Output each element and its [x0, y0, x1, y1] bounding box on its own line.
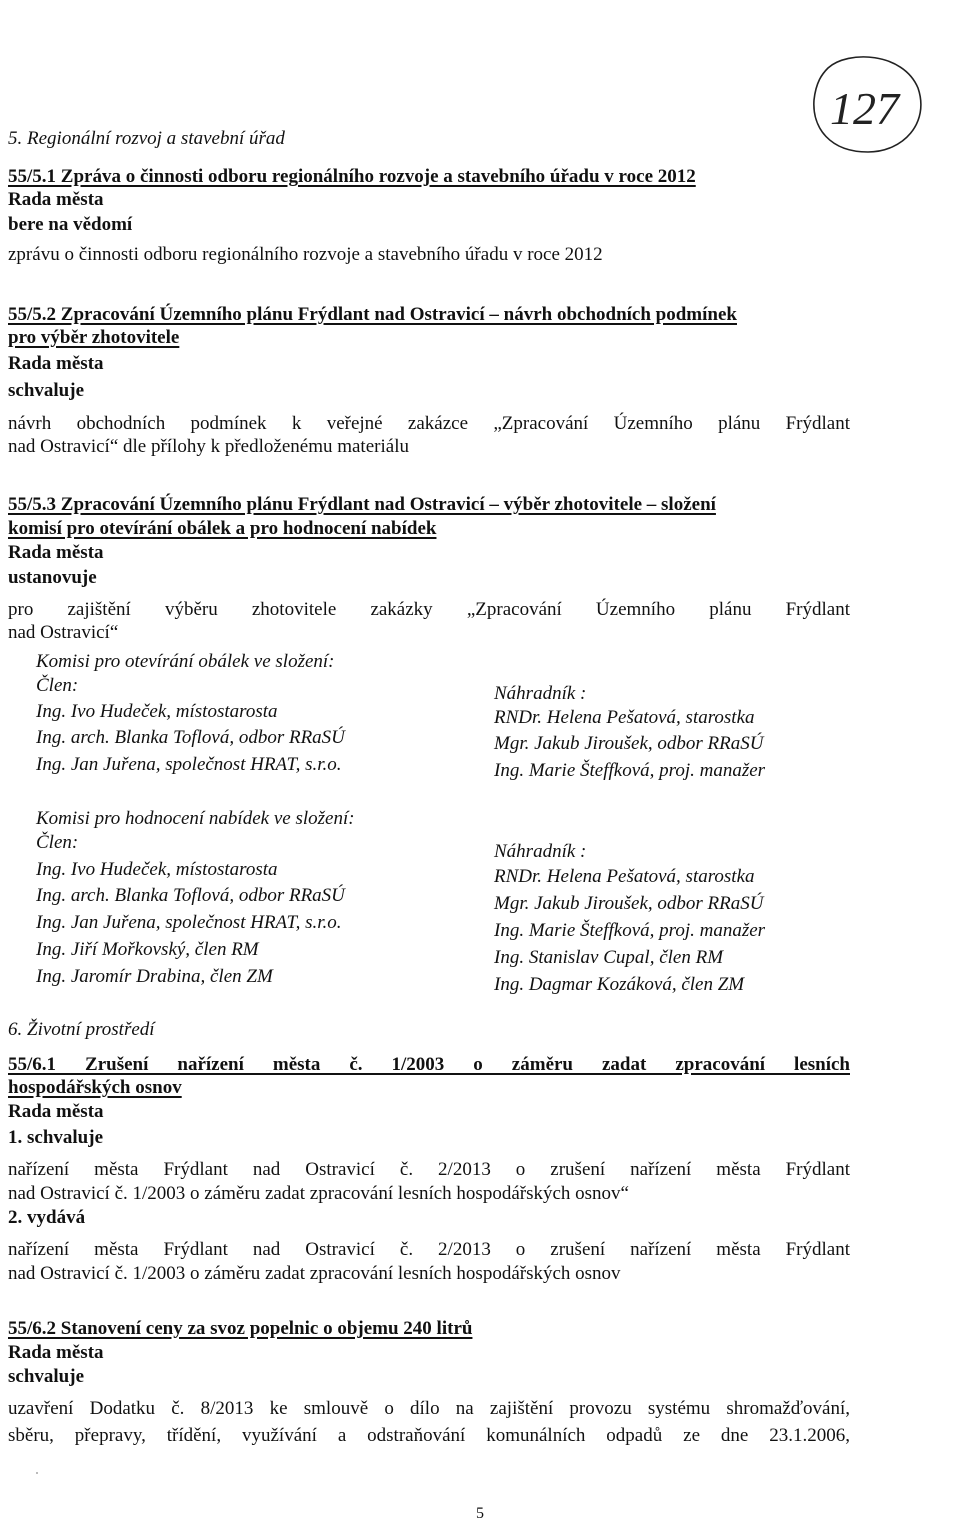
item-6-1-title-1: 55/6.1 Zrušení nařízení města č. 1/2003 o záměru zadat zpracování lesních [8, 1054, 850, 1075]
section-6-heading: 6. Životní prostředí [8, 1019, 155, 1040]
handwritten-seal-icon [808, 48, 926, 156]
commission-1-sub: RNDr. Helena Pešatová, starostka [494, 707, 755, 728]
seal-number: 127 [830, 83, 899, 134]
item-5-2-text-1: návrh obchodních podmínek k veřejné zakázce „Zpracování Územního plánu Frýdlant [8, 413, 850, 434]
commission-2-heading: Komisi pro hodnocení nabídek ve složení: [36, 808, 355, 829]
item-5-1-title: 55/5.1 Zpráva o činnosti odboru regionálního rozvoje a stavebního úřadu v roce 2012 [8, 166, 696, 187]
commission-1-sub-label: Náhradník : [494, 683, 587, 704]
commission-2-sub: RNDr. Helena Pešatová, starostka [494, 866, 755, 887]
section-5-heading: 5. Regionální rozvoj a stavební úřad [8, 128, 285, 149]
item-5-3-text-2: nad Ostravicí“ [8, 622, 119, 643]
commission-2-sub: Ing. Marie Šteffková, proj. manažer [494, 920, 766, 941]
item-5-1-body: Rada města [8, 189, 104, 210]
commission-1-member: Ing. Jan Juřena, společnost HRAT, s.r.o. [36, 754, 342, 775]
commission-2-sub: Mgr. Jakub Jiroušek, odbor RRaSÚ [494, 893, 764, 914]
commission-2-sub: Ing. Stanislav Cupal, člen RM [494, 947, 724, 968]
commission-2-member: Ing. Jan Juřena, společnost HRAT, s.r.o. [36, 912, 342, 933]
item-6-1-text-2b: nad Ostravicí č. 1/2003 o záměru zadat zpracování lesních hospodářských osnov [8, 1263, 621, 1284]
commission-2-member: Ing. arch. Blanka Toflová, odbor RRaSÚ [36, 885, 345, 906]
item-6-1-text-2a: nařízení města Frýdlant nad Ostravicí č. 2/2013 o zrušení nařízení města Frýdlant [8, 1239, 850, 1260]
item-5-3-verb: ustanovuje [8, 567, 97, 588]
item-5-1-verb: bere na vědomí [8, 214, 133, 235]
item-5-1-text: zprávu o činnosti odboru regionálního rozvoje a stavebního úřadu v roce 2012 [8, 244, 603, 265]
item-5-2-verb: schvaluje [8, 380, 84, 401]
commission-2-sub: Ing. Dagmar Kozáková, člen ZM [494, 974, 745, 995]
item-6-2-title: 55/6.2 Stanovení ceny za svoz popelnic o objemu 240 litrů [8, 1318, 473, 1339]
commission-2-sub-label: Náhradník : [494, 841, 587, 862]
commission-2-member: Ing. Ivo Hudeček, místostarosta [36, 859, 278, 880]
item-6-1-body: Rada města [8, 1101, 104, 1122]
item-5-2-text-2: nad Ostravicí“ dle přílohy k předloženému materiálu [8, 436, 409, 457]
commission-1-member-label: Člen: [36, 675, 79, 696]
item-6-1-title-2: hospodářských osnov [8, 1077, 182, 1098]
commission-1-heading: Komisi pro otevírání obálek ve složení: [36, 651, 335, 672]
commission-2-member: Ing. Jaromír Drabina, člen ZM [36, 966, 273, 987]
item-6-1-text-1b: nad Ostravicí č. 1/2003 o záměru zadat zpracování lesních hospodářských osnov“ [8, 1183, 629, 1204]
item-6-1-verb-2: 2. vydává [8, 1207, 86, 1228]
item-5-2-title-1: 55/5.2 Zpracování Územního plánu Frýdlant nad Ostravicí – návrh obchodních podmínek [8, 304, 737, 325]
commission-2-member-label: Člen: [36, 832, 79, 853]
item-6-1-text-1a: nařízení města Frýdlant nad Ostravicí č. 2/2013 o zrušení nařízení města Frýdlant [8, 1159, 850, 1180]
item-6-2-text-1: uzavření Dodatku č. 8/2013 ke smlouvě o dílo na zajištění provozu systému shromažďování, [8, 1398, 850, 1419]
commission-1-member: Ing. arch. Blanka Toflová, odbor RRaSÚ [36, 727, 345, 748]
item-5-3-text-1: pro zajištění výběru zhotovitele zakázky „Zpracování Územního plánu Frýdlant [8, 599, 850, 620]
item-5-2-title-2: pro výběr zhotovitele [8, 327, 180, 348]
scan-speck [36, 1472, 38, 1474]
item-6-2-text-2: sběru, přepravy, třídění, využívání a odstraňování komunálních odpadů ze dne 23.1.2006, [8, 1425, 850, 1446]
commission-2-member: Ing. Jiří Mořkovský, člen RM [36, 939, 259, 960]
item-5-3-title-1: 55/5.3 Zpracování Územního plánu Frýdlant nad Ostravicí – výběr zhotovitele – složení [8, 494, 716, 515]
item-5-2-body: Rada města [8, 353, 104, 374]
item-6-2-body: Rada města [8, 1342, 104, 1363]
page-number: 5 [476, 1505, 484, 1522]
commission-1-member: Ing. Ivo Hudeček, místostarosta [36, 701, 278, 722]
item-5-3-title-2: komisí pro otevírání obálek a pro hodnocení nabídek [8, 518, 437, 539]
commission-1-sub: Mgr. Jakub Jiroušek, odbor RRaSÚ [494, 733, 764, 754]
item-5-3-body: Rada města [8, 542, 104, 563]
item-6-2-verb: schvaluje [8, 1366, 84, 1387]
item-6-1-verb-1: 1. schvaluje [8, 1127, 103, 1148]
commission-1-sub: Ing. Marie Šteffková, proj. manažer [494, 760, 766, 781]
